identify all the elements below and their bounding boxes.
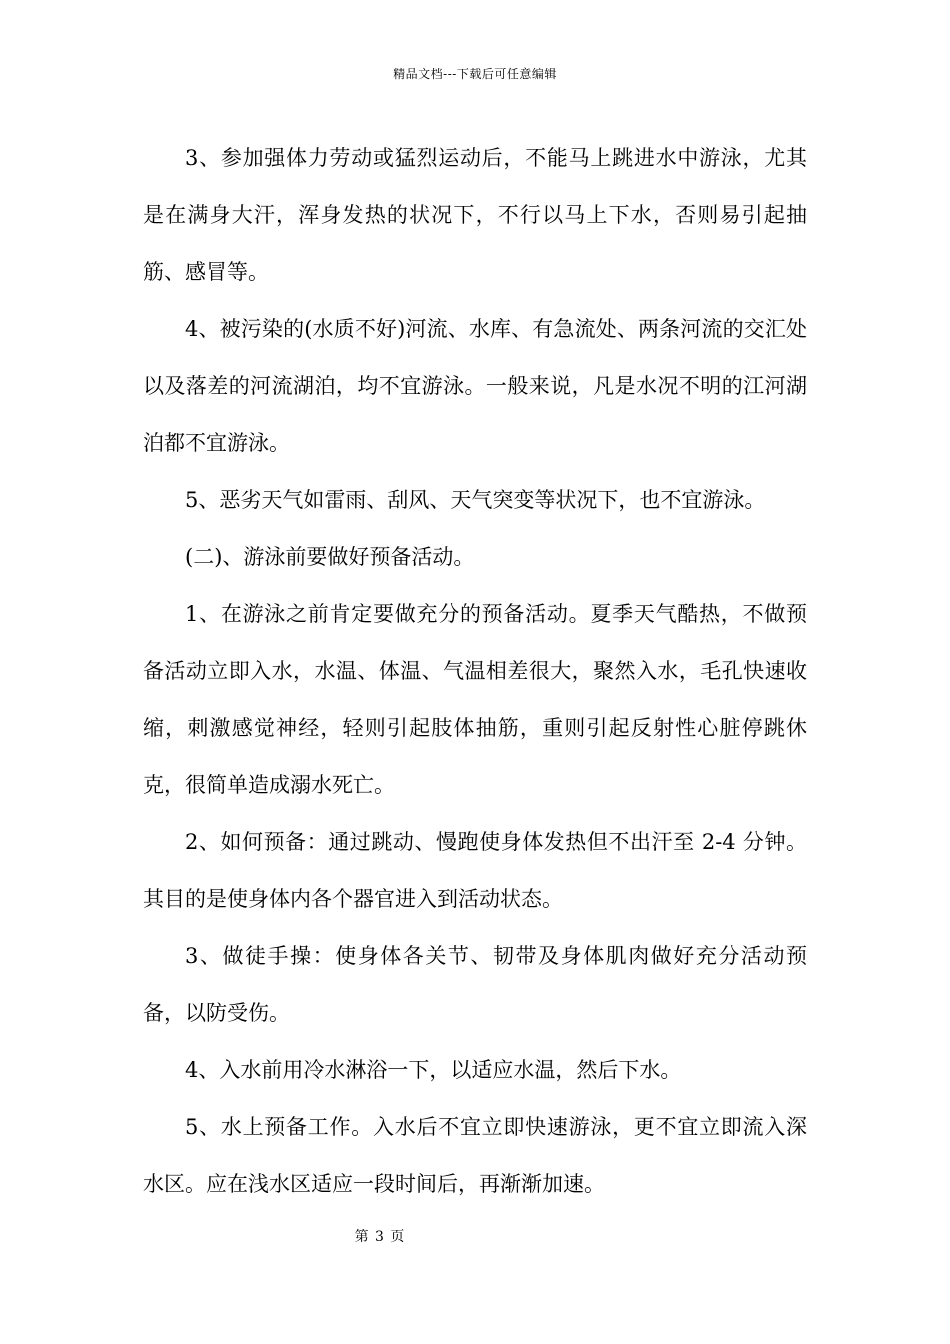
paragraph-warmup-1: 1、在游泳之前肯定要做充分的预备活动。夏季天气酷热，不做预备活动立即入水，水温、体温、气温相差很大，聚然入水，毛孔快速收缩，刺激感觉神经，轻则引起肢体抽筋，重则引起反射性心脏停跳休克，很简单造成溺水死亡。 bbox=[143, 602, 807, 797]
section-heading-warmup: (二)、游泳前要做好预备活动。 bbox=[185, 545, 475, 569]
paragraph-rule-4-polluted-water: 4、被污染的(水质不好)河流、水库、有急流处、两条河流的交汇处以及落差的河流湖泊，均不宜游泳。一般来说，凡是水况不明的江河湖泊都不宜游泳。 bbox=[143, 317, 807, 455]
paragraph-rule-5-bad-weather: 5、恶劣天气如雷雨、刮风、天气突变等状况下，也不宜游泳。 bbox=[185, 488, 766, 512]
document-body bbox=[143, 130, 807, 1213]
paragraph-warmup-5: 5、水上预备工作。入水后不宜立即快速游泳，更不宜立即流入深水区。应在浅水区适应一段时间后，再渐渐加速。 bbox=[143, 1115, 807, 1196]
page-header: 精品文档---下载后可任意编辑 bbox=[393, 67, 557, 81]
paragraph-warmup-4: 4、入水前用冷水淋浴一下，以适应水温，然后下水。 bbox=[185, 1058, 682, 1082]
paragraph-warmup-2: 2、如何预备：通过跳动、慢跑使身体发热但不出汗至 2-4 分钟。其目的是使身体内各个器官进入到活动状态。 bbox=[143, 830, 807, 911]
paragraph-warmup-3: 3、做徒手操：使身体各关节、韧带及身体肌肉做好充分活动预备，以防受伤。 bbox=[143, 944, 807, 1025]
paragraph-rule-3-strenuous-exercise: 3、参加强体力劳动或猛烈运动后，不能马上跳进水中游泳，尤其是在满身大汗，浑身发热的状况下，不行以马上下水，否则易引起抽筋、感冒等。 bbox=[143, 146, 807, 284]
page-number: 第 3 页 bbox=[354, 1229, 406, 1245]
